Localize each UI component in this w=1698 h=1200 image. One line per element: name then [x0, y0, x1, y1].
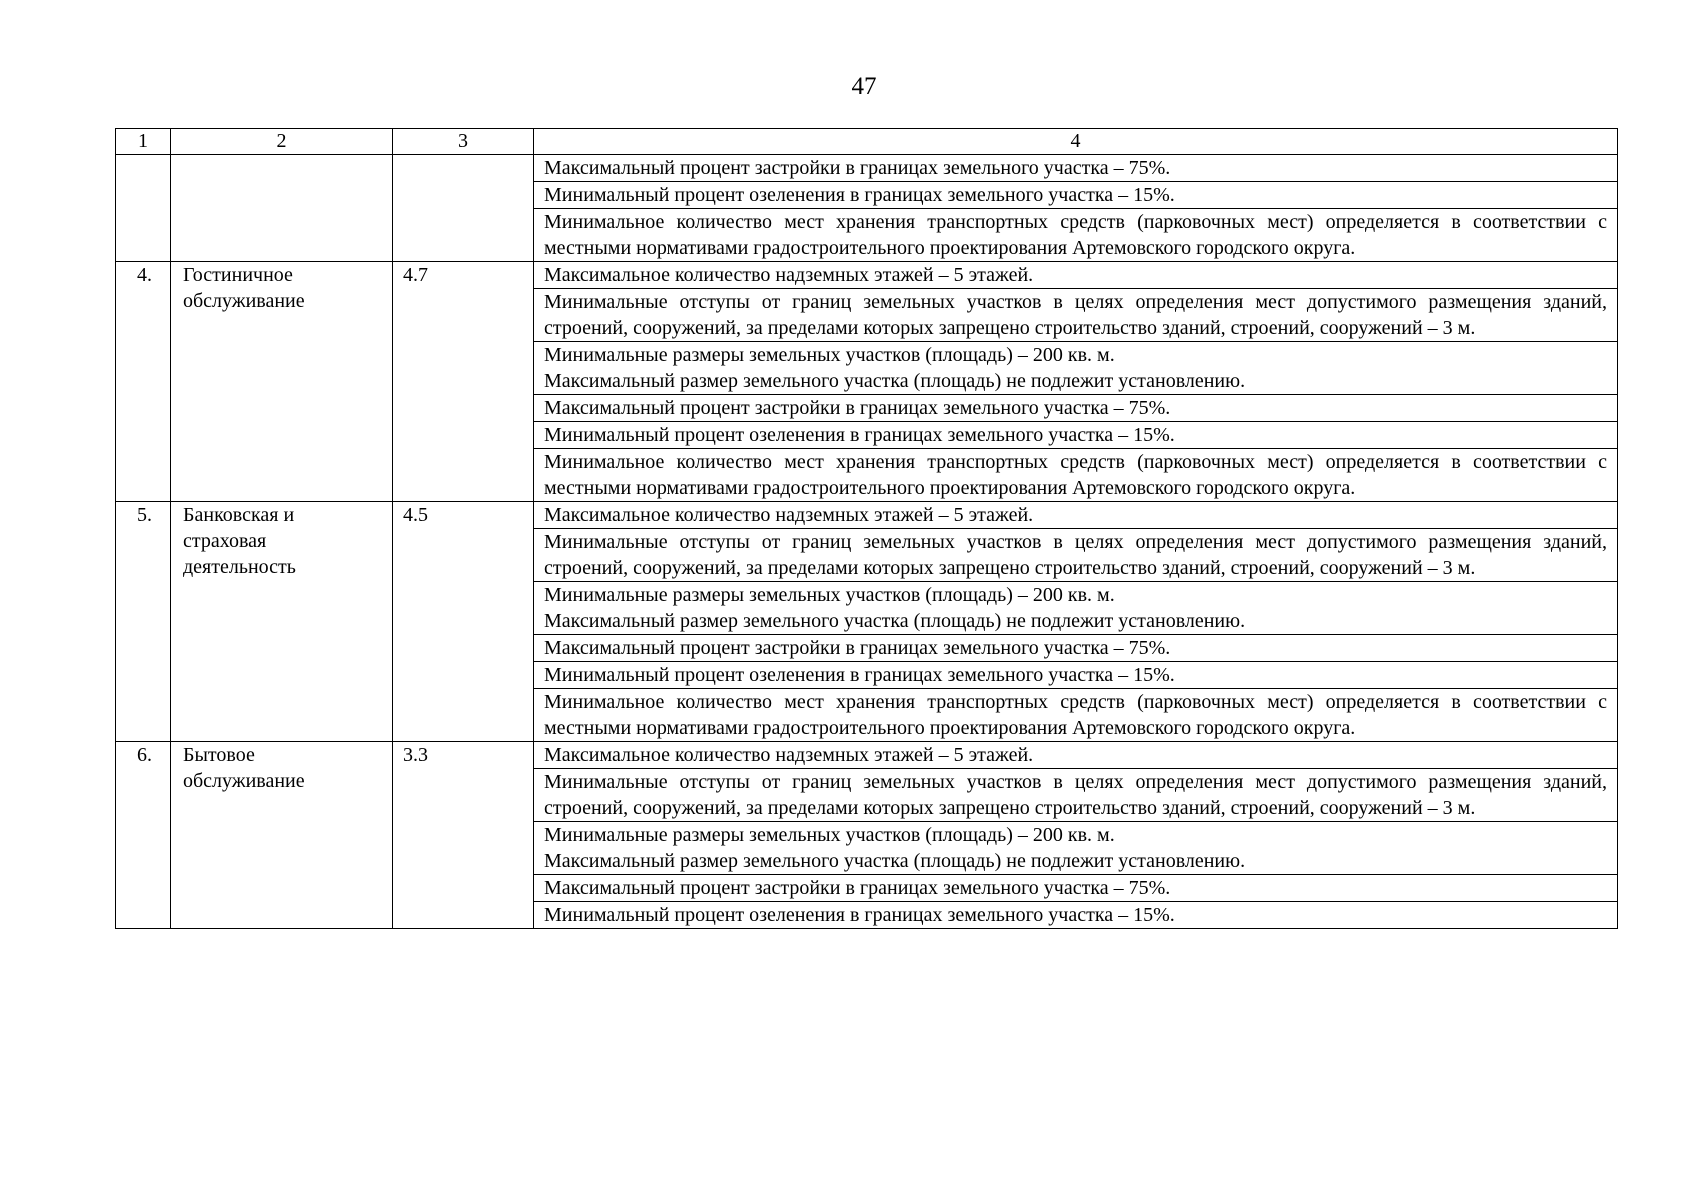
row-code: 3.3 — [393, 742, 534, 929]
header-cell-1: 1 — [116, 129, 171, 155]
header-cell-2: 2 — [171, 129, 393, 155]
land-size-cell — [534, 822, 1618, 875]
setbacks-text: Минимальные отступы от границ земельных участков в целях определения мест допустимого размещения зданий, строений, сооружений, за пределами которых запрещено строительство зданий, строений, сооружений – 3 м. — [534, 769, 1618, 822]
row-code: 4.5 — [393, 502, 534, 742]
min-green-text: Минимальный процент озеленения в границах земельного участка – 15%. — [534, 422, 1618, 449]
min-size-text: Минимальные размеры земельных участков (площадь) – 200 кв. м. — [544, 824, 1115, 846]
min-green-text: Минимальный процент озеленения в границах земельного участка – 15%. — [534, 662, 1618, 689]
table-row-continued — [116, 155, 1618, 182]
row-name: Бытовое обслуживание — [171, 742, 393, 929]
max-size-text: Максимальный размер земельного участка (площадь) не подлежит установлению. — [544, 610, 1246, 632]
max-floors-text: Максимальное количество надземных этажей – 5 этажей. — [534, 502, 1618, 529]
page-number: 47 — [851, 73, 877, 100]
header-cell-4: 4 — [534, 129, 1618, 155]
row-name-cell — [171, 155, 393, 262]
min-size-text: Минимальные размеры земельных участков (площадь) – 200 кв. м. — [544, 344, 1115, 366]
row-name: Гостиничное обслуживание — [171, 262, 393, 502]
setbacks-text: Минимальные отступы от границ земельных участков в целях определения мест допустимого размещения зданий, строений, сооружений, за пределами которых запрещено строительство зданий, строений, сооружений – 3 м. — [534, 529, 1618, 582]
table-row — [116, 262, 1618, 289]
max-coverage-text: Максимальный процент застройки в границах земельного участка – 75%. — [534, 635, 1618, 662]
max-floors-text: Максимальное количество надземных этажей – 5 этажей. — [534, 742, 1618, 769]
regulations-table — [115, 128, 1618, 929]
row-number: 6. — [116, 742, 171, 929]
land-size-cell — [534, 342, 1618, 395]
setbacks-text: Минимальные отступы от границ земельных участков в целях определения мест допустимого размещения зданий, строений, сооружений, за пределами которых запрещено строительство зданий, строений, сооружений – 3 м. — [534, 289, 1618, 342]
row-code: 4.7 — [393, 262, 534, 502]
row-number: 4. — [116, 262, 171, 502]
parking-text: Минимальное количество мест хранения транспортных средств (парковочных мест) определяется в соответствии с местными нормативами градостроительного проектирования Артемовского городского округа. — [534, 449, 1618, 502]
row-number-cell — [116, 155, 171, 262]
max-size-text: Максимальный размер земельного участка (площадь) не подлежит установлению. — [544, 850, 1246, 872]
row-number: 5. — [116, 502, 171, 742]
table-row — [116, 502, 1618, 529]
parking-text: Минимальное количество мест хранения транспортных средств (парковочных мест) определяется в соответствии с местными нормативами градостроительного проектирования Артемовского городского округа. — [534, 689, 1618, 742]
min-green-text: Минимальный процент озеленения в границах земельного участка – 15%. — [534, 902, 1618, 929]
parking-text: Минимальное количество мест хранения транспортных средств (парковочных мест) определяется в соответствии с местными нормативами градостроительного проектирования Артемовского городского округа. — [534, 209, 1618, 262]
table-header-row — [116, 129, 1618, 155]
min-green-text: Минимальный процент озеленения в границах земельного участка – 15%. — [534, 182, 1618, 209]
header-cell-3: 3 — [393, 129, 534, 155]
row-code-cell — [393, 155, 534, 262]
min-size-text: Минимальные размеры земельных участков (площадь) – 200 кв. м. — [544, 584, 1115, 606]
row-name: Банковская и страховая деятельность — [171, 502, 393, 742]
max-coverage-text: Максимальный процент застройки в границах земельного участка – 75%. — [534, 395, 1618, 422]
max-coverage-text: Максимальный процент застройки в границах земельного участка – 75%. — [534, 155, 1618, 182]
max-floors-text: Максимальное количество надземных этажей – 5 этажей. — [534, 262, 1618, 289]
land-size-cell — [534, 582, 1618, 635]
table-row — [116, 742, 1618, 769]
max-coverage-text: Максимальный процент застройки в границах земельного участка – 75%. — [534, 875, 1618, 902]
max-size-text: Максимальный размер земельного участка (площадь) не подлежит установлению. — [544, 370, 1246, 392]
